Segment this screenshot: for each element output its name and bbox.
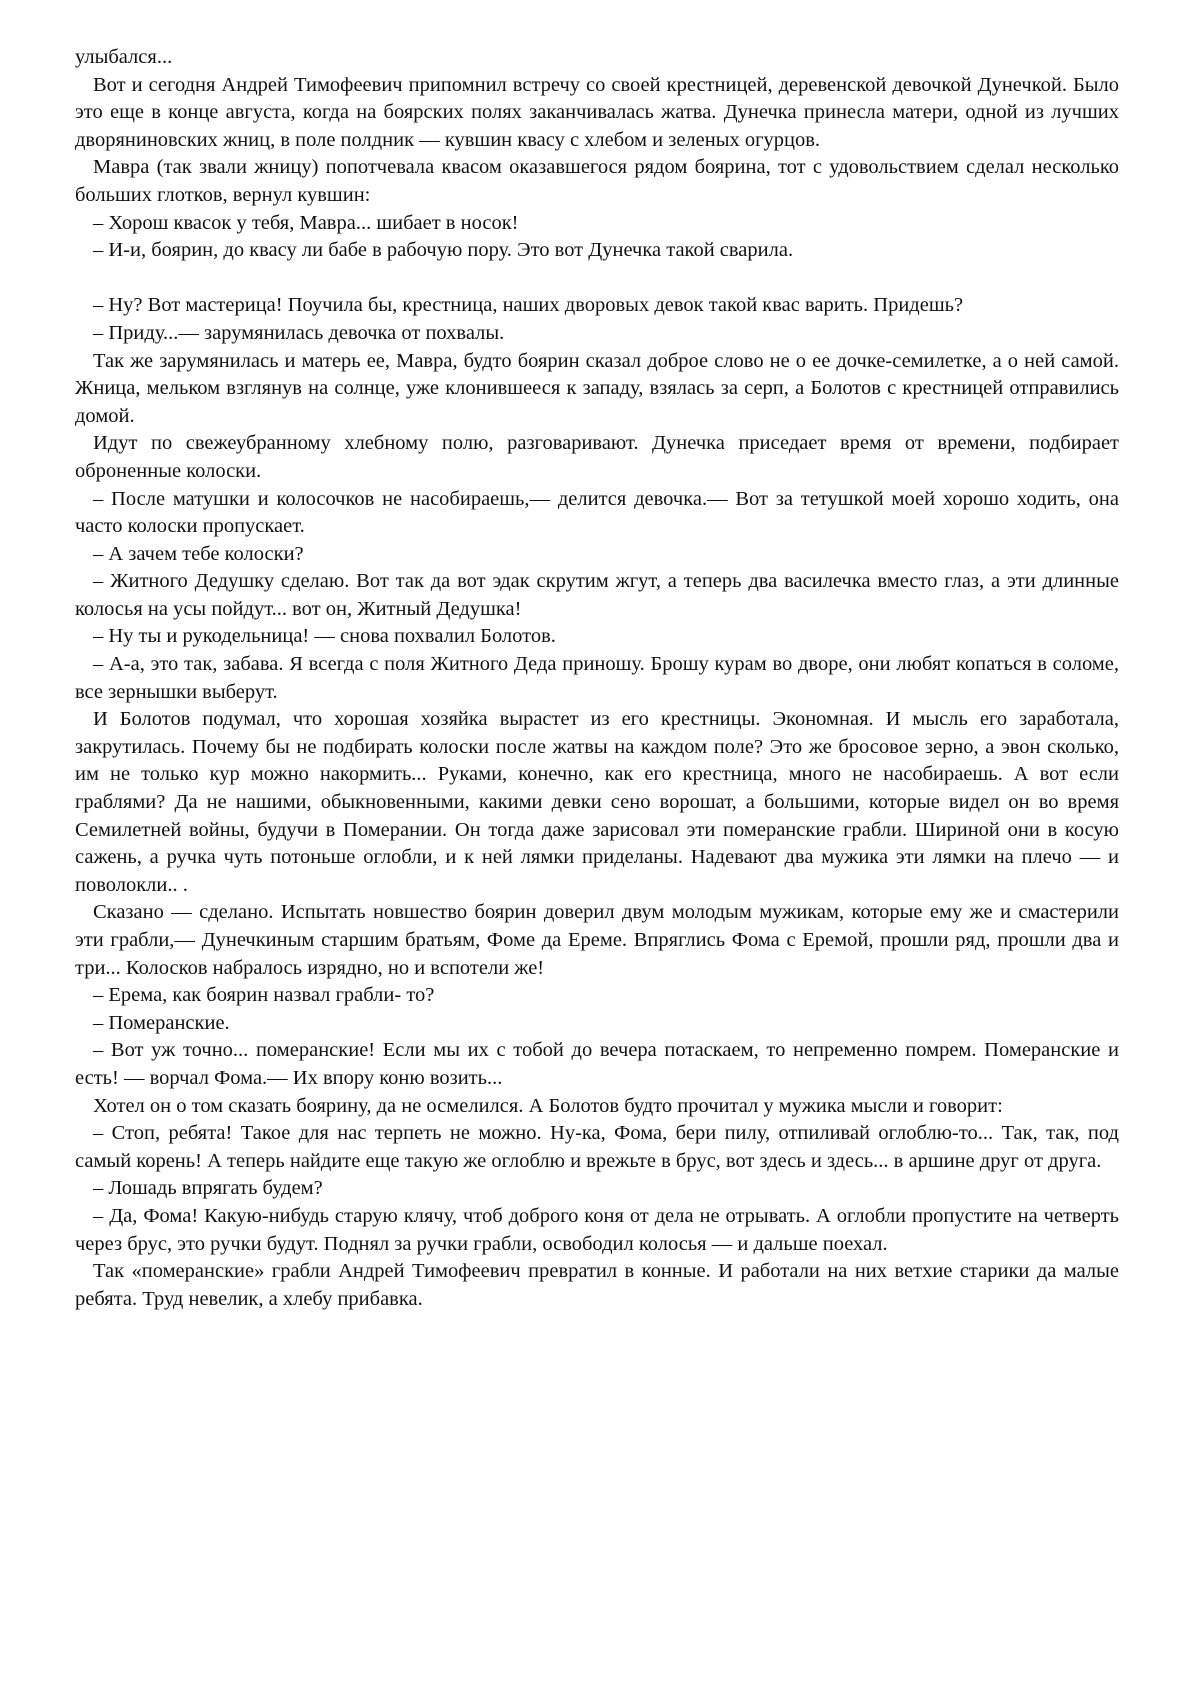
dialogue-line: – Вот уж точно... померанские! Если мы их с тобой до вечера потаскаем, то непременно помрем. Померанские и есть! — ворчал Фома.— Их впору коню возить... — [75, 1039, 1119, 1089]
paragraph: Так же зарумянилась и матерь ее, Мавра, будто боярин сказал доброе слово не о ее дочке-семилетке, а о ней самой. Жница, мельком взглянув на солнце, уже клонившееся к западу, взялась за серп, а Болотов с крестницей отправились домой. — [75, 349, 1119, 427]
dialogue-line: – А-а, это так, забава. Я всегда с поля Житного Деда приношу. Брошу курам во дворе, они любят копаться в соломе, все зернышки выберут. — [75, 653, 1119, 703]
dialogue-line: – Да, Фома! Какую-нибудь старую клячу, чтоб доброго коня от дела не отрывать. А оглобли пропустите на четверть через брус, это ручки будут. Поднял за ручки грабли, освободил колосья — и дальше поехал. — [75, 1204, 1119, 1255]
paragraph: Сказано — сделано. Испытать новшество боярин доверил двум молодым мужикам, которые ему же и смастерили эти грабли,— Дунечкиным старшим братьям, Фоме да Ереме. Впряглись Фома с Еремой, прошли ряд, прошли два и три... Колосков набралось изрядно, но и вспотели же! — [75, 901, 1119, 979]
paragraph: Хотел он о том сказать боярину, да не осмелился. А Болотов будто прочитал у мужика мысли и говорит: — [93, 1094, 1003, 1117]
dialogue-line: – После матушки и колосочков не насобираешь,— делится девочка.— Вот за тетушкой моей хорошо ходить, она часто колоски пропускает. — [75, 487, 1119, 538]
dialogue-line: – Ерема, как боярин назвал грабли- то? — [93, 984, 435, 1007]
paragraph: Так «померанские» грабли Андрей Тимофеевич превратил в конные. И работали на них ветхие старики да малые ребята. Труд невелик, а хлебу прибавка. — [75, 1260, 1119, 1310]
paragraph: И Болотов подумал, что хорошая хозяйка вырастет из его крестницы. Экономная. И мысль его заработала, закрутилась. Почему бы не подбирать колоски после жатвы на каждом поле? Это же бросовое зерно, а эвон сколько, им не только кур можно накормить... Руками, конечно, как его крестница, много не насобираешь. А вот если граблями? Да не нашими, обыкновенными, какими девки сено ворошат, а большими, которые видел он во время Семилетней войны, будучи в Померании. Он тогда даже зарисовал эти померанские грабли. Шириной они в косую сажень, а ручка чуть потоньше оглобли, и к ней лямки приделаны. Надевают два мужика эти лямки на плечо — и поволокли.. . — [75, 708, 1119, 896]
dialogue-line: – Житного Дедушку сделаю. Вот так да вот эдак скрутим жгут, а теперь два василечка вместо глаз, а эти длинные колосья на усы пойдут... вот он, Житный Дедушка! — [75, 570, 1119, 620]
dialogue-line: – Хорош квасок у тебя, Мавра... шибает в носок! — [93, 211, 519, 234]
paragraph-continuation: улыбался... — [75, 46, 173, 68]
dialogue-line: – Стоп, ребята! Такое для нас терпеть не можно. Ну-ка, Фома, бери пилу, отпиливай оглоблю-то... Так, так, под самый корень! А теперь найдите еще такую же оглоблю и врежьте в брус, вот здесь и здесь... в аршине друг от друга. — [75, 1122, 1119, 1172]
paragraph: Мавра (так звали жницу) попотчевала квасом оказавшегося рядом боярина, тот с удовольствием сделал несколько больших глотков, вернул кувшин: — [75, 156, 1119, 206]
paragraph: Вот и сегодня Андрей Тимофеевич припомнил встречу со своей крестницей, деревенской девочкой Дунечкой. Было это еще в конце августа, когда на боярских полях заканчивалась жатва. Дунечка принесла матери, одной из лучших дворяниновских жниц, в поле полдник — кувшин квасу с хлебом и зеленых огурцов. — [75, 73, 1119, 151]
dialogue-line: – Померанские. — [93, 1011, 230, 1034]
dialogue-line: – А зачем тебе колоски? — [93, 542, 304, 565]
document-page — [75, 44, 1119, 1313]
dialogue-line: – Ну? Вот мастерица! Поучила бы, крестница, наших дворовых девок такой квас варить. Придешь? — [93, 294, 964, 317]
dialogue-line: – И-и, боярин, до квасу ли бабе в рабочую пору. Это вот Дунечка такой сварила. — [93, 239, 794, 262]
dialogue-line: – Приду...— зарумянилась девочка от похвалы. — [93, 321, 505, 344]
paragraph: Идут по свежеубранному хлебному полю, разговаривают. Дунечка приседает время от времени, подбирает оброненные колоски. — [75, 432, 1119, 482]
dialogue-line: – Лошадь впрягать будем? — [93, 1177, 323, 1200]
dialogue-line: – Ну ты и рукодельница! — снова похвалил Болотов. — [93, 625, 556, 648]
